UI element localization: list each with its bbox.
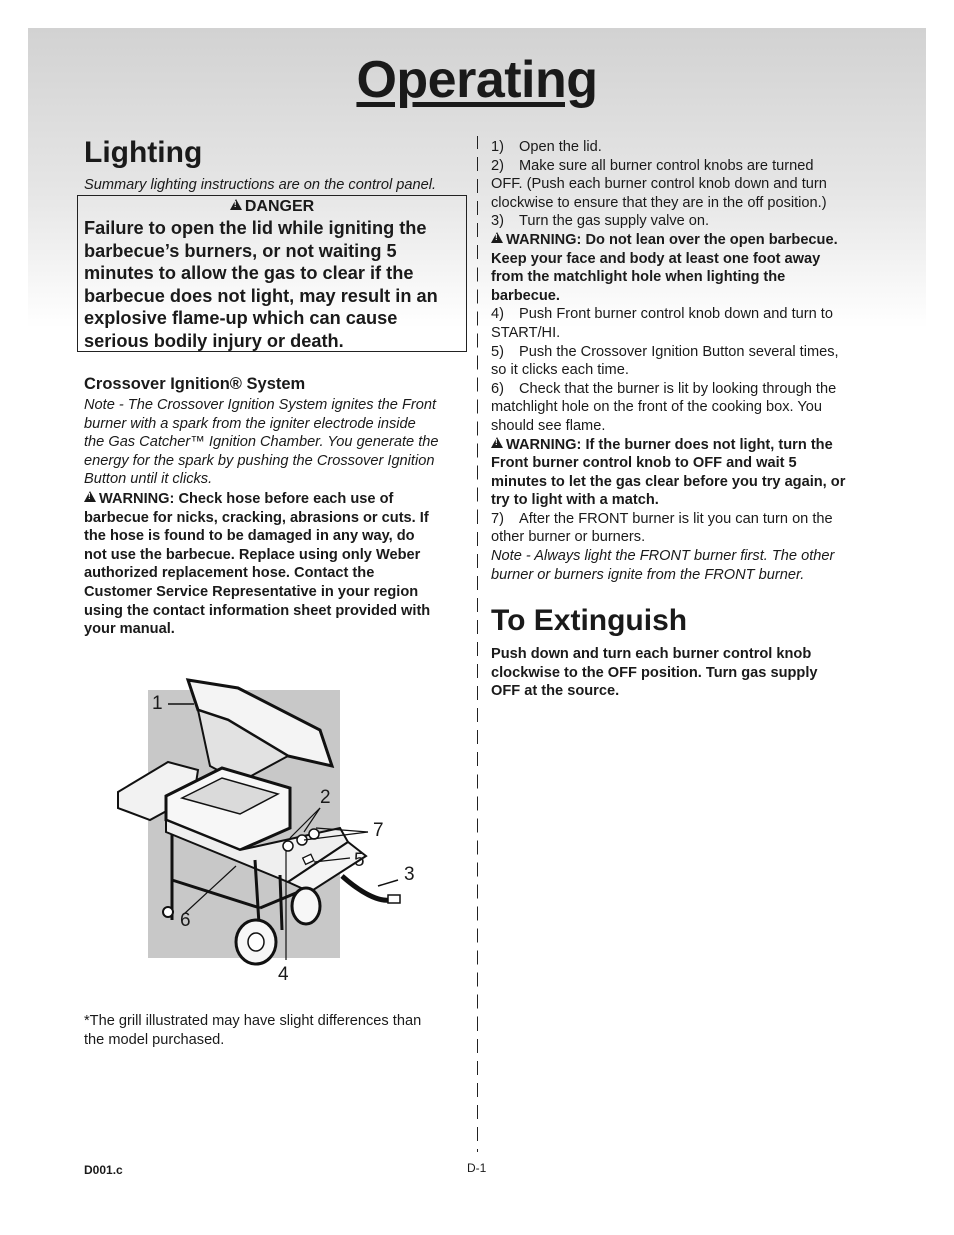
warning-triangle-icon [491, 437, 503, 448]
danger-text [84, 217, 460, 353]
warning-line: barbecue. [491, 287, 560, 304]
warning-line: using the contact information sheet provided with [84, 602, 431, 619]
danger-line: explosive flame-up which can cause [84, 308, 398, 329]
note-line: burner with a spark from the igniter electrode inside [84, 415, 416, 432]
danger-box [77, 195, 467, 352]
note-line: the Gas Catcher™ Ignition Chamber. You generate the [84, 434, 439, 451]
note-line: Note - Always light the FRONT burner first. The other [491, 548, 835, 565]
step-line: matchlight hole on the front of the cooking box. You [491, 399, 823, 416]
danger-line: barbecue does not light, may result in an [84, 285, 438, 306]
column-divider [477, 136, 478, 1152]
hose-warning [84, 490, 430, 639]
step-line: Open the lid. [519, 139, 602, 155]
warning-triangle-icon [491, 232, 503, 243]
warning-line: minutes to let the gas clear before you try again, or [491, 473, 846, 490]
figure-note-line: the model purchased. [84, 1031, 225, 1048]
step-line: START/HI. [491, 324, 561, 341]
warning-line: from the matchlight hole when lighting the [491, 269, 786, 286]
note-line: Note - The Crossover Ignition System ignites the Front [84, 397, 437, 413]
warning-line: your manual. [84, 621, 175, 638]
step-line: other burner or burners. [491, 529, 646, 546]
note-line: energy for the spark by pushing the Crossover Ignition [84, 452, 435, 469]
lighting-steps [491, 138, 881, 584]
step-line: clockwise to ensure that they are in the off position.) [491, 194, 827, 211]
extinguish-line: Push down and turn each burner control knob [491, 646, 812, 662]
step-line: Push Front burner control knob down and turn to [519, 306, 833, 323]
callout-6: 6 [180, 910, 191, 931]
warning-line: the hose is found to be damaged in any way, do [84, 528, 415, 545]
warning-line: Customer Service Representative in your region [84, 583, 419, 600]
document-code: D001.c [84, 1163, 123, 1177]
step-number: 1) [491, 139, 504, 155]
step-line: Turn the gas supply valve on. [519, 213, 710, 230]
warning-line: WARNING: Check hose before each use of [99, 491, 394, 507]
step-number: 7) [491, 510, 504, 527]
warning-line: not use the barbecue. Replace using only Weber [84, 546, 421, 563]
crossover-note [84, 396, 439, 489]
step-line: OFF. (Push each burner control knob down and turn [491, 176, 827, 193]
step-line: Make sure all burner control knobs are turned [519, 157, 814, 174]
step-line: After the FRONT burner is lit you can turn on the [519, 510, 833, 527]
warning-line: WARNING: Do not lean over the open barbecue. [506, 231, 838, 248]
step-number: 6) [491, 380, 504, 397]
callout-7: 7 [373, 820, 384, 841]
step-line: Check that the burner is lit by looking through the [519, 380, 837, 397]
warning-line: Front burner control knob to OFF and wait 5 [491, 455, 797, 472]
step-number: 5) [491, 343, 504, 360]
step-line: so it clicks each time. [491, 362, 629, 379]
danger-line: minutes to allow the gas to clear if the [84, 263, 414, 284]
note-line: burner or burners ignite from the FRONT burner. [491, 566, 805, 583]
step-line: Push the Crossover Ignition Button several times, [519, 343, 839, 360]
summary-text: Summary lighting instructions are on the control panel. [84, 177, 437, 193]
callout-1: 1 [152, 693, 163, 714]
warning-triangle-icon [84, 491, 96, 502]
callout-5: 5 [354, 850, 365, 871]
figure-note-line: *The grill illustrated may have slight differences than [84, 1013, 422, 1029]
step-line: should see flame. [491, 417, 606, 434]
danger-line: Failure to open the lid while igniting the [84, 218, 427, 238]
warning-line: try to light with a match. [491, 492, 659, 509]
warning-line: Keep your face and body at least one foot away [491, 250, 821, 267]
lighting-heading: Lighting [84, 136, 203, 169]
warning-triangle-icon [230, 199, 242, 210]
page-number: D-1 [467, 1161, 487, 1175]
note-line: Button until it clicks. [84, 471, 213, 488]
callout-4: 4 [278, 964, 289, 985]
warning-line: WARNING: If the burner does not light, turn the [506, 436, 833, 453]
warning-line: barbecue for nicks, cracking, abrasions or cuts. If [84, 509, 429, 526]
callout-3: 3 [404, 864, 415, 885]
step-number: 4) [491, 306, 504, 323]
figure-note [84, 1012, 421, 1049]
warning-line: authorized replacement hose. Contact the [84, 565, 375, 582]
extinguish-line: clockwise to the OFF position. Turn gas supply [491, 664, 818, 681]
step-number: 2) [491, 157, 504, 174]
page-title: Operating [356, 51, 598, 109]
extinguish-line: OFF at the source. [491, 683, 620, 700]
danger-line: barbecue’s burners, or not waiting 5 [84, 240, 397, 261]
crossover-heading: Crossover Ignition® System [84, 375, 306, 393]
step-number: 3) [491, 213, 504, 230]
callout-2: 2 [320, 787, 331, 808]
danger-header [84, 197, 460, 216]
danger-line: serious bodily injury or death. [84, 330, 344, 351]
danger-label: DANGER [244, 198, 315, 215]
extinguish-heading: To Extinguish [491, 604, 688, 637]
extinguish-text [491, 645, 818, 701]
